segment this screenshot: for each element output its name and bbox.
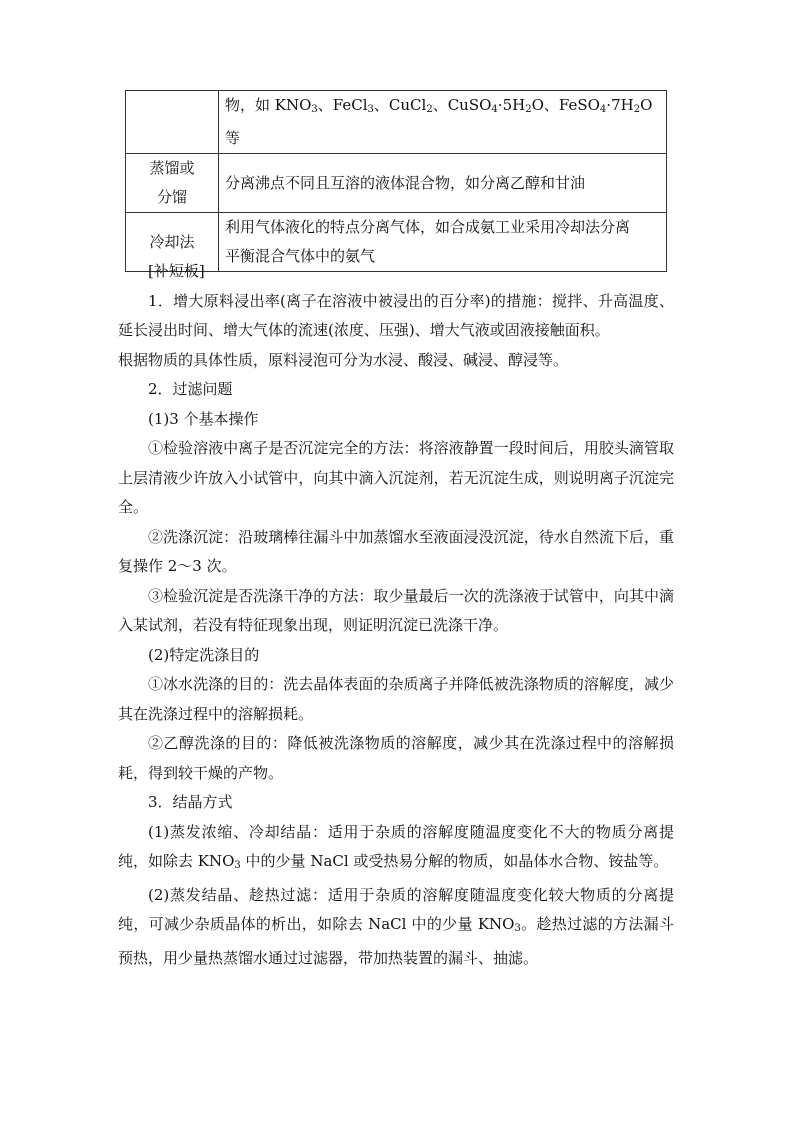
- paragraph: (2)蒸发结晶、趁热过滤：适用于杂质的溶解度随温度变化较大物质的分离提纯，可减少杂质晶体的析出，如除去 NaCl 中的少量 $KNO_3$。趁热过滤的方法漏斗预热，用少量热蒸馏水通过过滤器，带加热装置的漏斗、抽滤。: [118, 885, 674, 967]
- subsection-heading: (2)特定洗涤目的: [148, 645, 260, 664]
- paragraph: ②洗涤沉淀：沿玻璃棒往漏斗中加蒸馏水至液面浸没沉淀，待水自然流下后，重复操作 2～3 次。: [118, 527, 674, 575]
- method-name-cell: 蒸馏或 分馏: [126, 154, 219, 213]
- section-heading: 3．结晶方式: [148, 793, 233, 811]
- separation-methods-table: [125, 90, 667, 272]
- section-label: [补短板]: [148, 262, 205, 280]
- section-heading: 2．过滤问题: [148, 380, 233, 398]
- subsection-heading: (1)3 个基本操作: [148, 409, 259, 428]
- table-row: [126, 154, 667, 213]
- method-name-cell: 冷却法: [126, 213, 219, 272]
- paragraph: ②乙醇洗涤的目的：降低被洗涤物质的溶解度，减少其在洗涤过程中的溶解损耗，得到较干燥的产物。: [118, 734, 674, 782]
- body-text: [118, 257, 674, 973]
- paragraph: 根据物质的具体性质，原料浸泡可分为水浸、酸浸、碱浸、醇浸等。: [118, 350, 569, 369]
- paragraph: ③检验沉淀是否洗涤干净的方法：取少量最后一次的洗涤液于试管中，向其中滴入某试剂，若没有特征现象出现，则证明沉淀已洗涤干净。: [118, 586, 674, 634]
- method-desc-cell: 分离沸点不同且互溶的液体混合物，如分离乙醇和甘油: [219, 154, 667, 213]
- method-desc-cell: 物，如 $KNO_3$、FeCl$_3$、CuCl$_2$、$CuSO_4\cdot 5H_2O$、$FeSO_4\cdot 7H_2O$ 等: [219, 91, 667, 154]
- paragraph: ①冰水洗涤的目的：洗去晶体表面的杂质离子并降低被洗涤物质的溶解度，减少其在洗涤过程中的溶解损耗。: [118, 675, 674, 723]
- paragraph: ①检验溶液中离子是否沉淀完全的方法：将溶液静置一段时间后，用胶头滴管取上层清液少许放入小试管中，向其中滴入沉淀剂，若无沉淀生成，则说明离子沉淀完全。: [118, 439, 674, 516]
- method-name-cell: [126, 91, 219, 154]
- paragraph: 1．增大原料浸出率(离子在溶液中被浸出的百分率)的措施：搅拌、升高温度、延长浸出时间、增大气体的流速(浓度、压强)、增大气液或固液接触面积。: [118, 291, 674, 339]
- table-row: [126, 91, 667, 154]
- method-desc-cell: 利用气体液化的特点分离气体，如合成氨工业采用冷却法分离 平衡混合气体中的氨气: [219, 213, 667, 272]
- paragraph: (1)蒸发浓缩、冷却结晶：适用于杂质的溶解度随温度变化不大的物质分离提纯，如除去 $KNO_3$ 中的少量 NaCl 或受热易分解的物质，如晶体水合物、铵盐等。: [118, 822, 674, 871]
